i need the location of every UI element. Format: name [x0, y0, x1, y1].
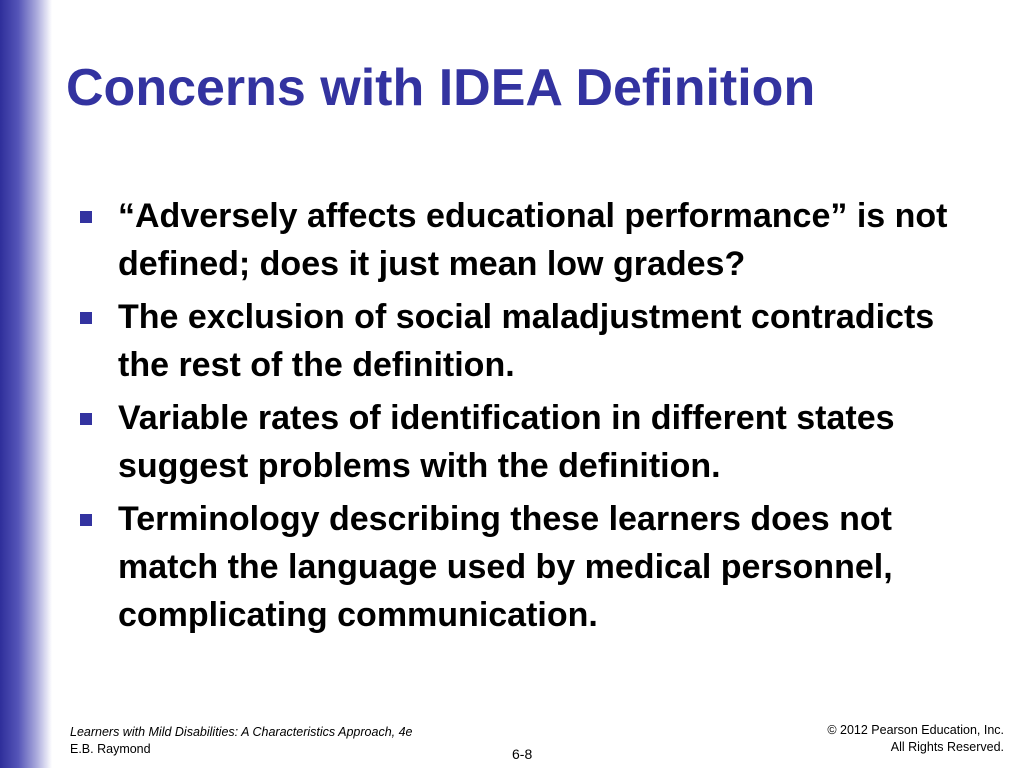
footer-copyright [827, 722, 1004, 756]
decorative-side-bar [0, 0, 52, 768]
bullet-item [80, 192, 980, 288]
bullet-text: Variable rates of identification in different states suggest problems with the definition. [118, 399, 895, 485]
copyright-text: © 2012 Pearson Education, Inc. [827, 723, 1004, 737]
bullet-item [80, 293, 980, 389]
bullet-list [80, 192, 980, 644]
bullet-text: The exclusion of social maladjustment contradicts the rest of the definition. [118, 298, 935, 384]
slide-title: Concerns with IDEA Definition [66, 59, 816, 117]
square-bullet-icon [80, 413, 92, 425]
bullet-text: “Adversely affects educational performance” is not defined; does it just mean low grades? [118, 197, 948, 283]
footer-book-info [70, 724, 413, 758]
bullet-item [80, 394, 980, 490]
rights-text: All Rights Reserved. [890, 740, 1004, 754]
bullet-text: Terminology describing these learners does not match the language used by medical personnel, complicating communication. [118, 500, 893, 634]
page-number: 6-8 [512, 746, 533, 762]
footer-author: E.B. Raymond [70, 742, 151, 756]
square-bullet-icon [80, 312, 92, 324]
square-bullet-icon [80, 211, 92, 223]
footer-book-title: Learners with Mild Disabilities: A Characteristics Approach, 4e [70, 725, 413, 739]
square-bullet-icon [80, 514, 92, 526]
bullet-item [80, 495, 980, 639]
